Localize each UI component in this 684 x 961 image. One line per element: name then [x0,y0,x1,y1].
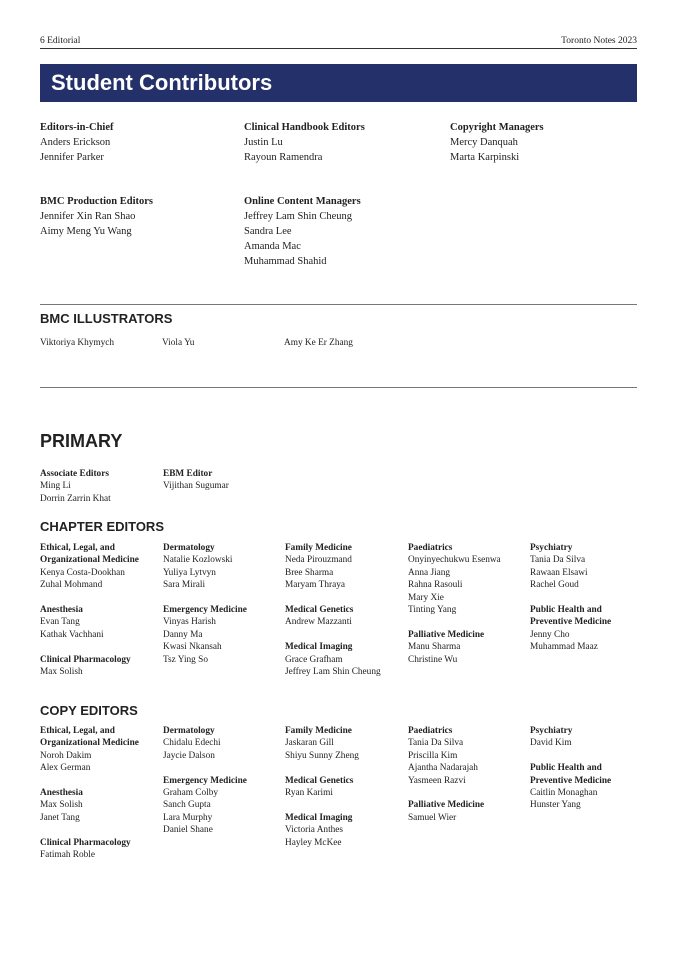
person-name: Caitlin Monaghan [530,788,598,799]
illustrator-name: Viktoriya Khymych [40,338,115,348]
specialty-group [285,542,381,592]
group-ebm-editor [163,468,229,493]
person-name: Sanch Gupta [163,800,211,811]
group-copyright-managers [450,120,544,165]
person-name: Tsz Ying So [163,654,208,665]
editor-column [285,542,381,678]
group-title: Copyright Managers [450,122,544,133]
person-name: Yasmeen Razvi [408,775,466,786]
person-name: Hayley McKee [285,837,342,848]
person-name: Alex German [40,763,91,774]
person-name: Christine Wu [408,654,458,665]
specialty-group [163,725,247,762]
person-name: Kwasi Nkansah [163,642,222,653]
person-name: Hunster Yang [530,800,581,811]
person-name: Janet Tang [40,812,80,823]
person-name: David Kim [530,738,572,749]
person-name: Natalie Kozlowski [163,555,233,566]
specialty-group [40,837,139,862]
specialty-title: Clinical Pharmacology [40,654,131,665]
specialty-group [163,604,247,666]
specialty-title: Dermatology [163,726,215,736]
specialty-group [408,725,484,787]
person-name: Manu Sharma [408,642,461,653]
copy-editors-heading: COPY EDITORS [40,703,138,718]
specialty-title: Clinical Pharmacology [40,837,131,848]
person-name: Yuliya Lytvyn [163,567,216,578]
person-name: Muhammad Shahid [244,256,327,267]
specialty-group [285,641,381,678]
specialty-group [163,775,247,837]
editor-column [530,542,611,654]
person-name: Bree Sharma [285,567,334,578]
person-name: Max Solish [40,667,83,678]
specialty-title: Dermatology [163,543,215,553]
specialty-group [285,812,359,849]
specialty-group [285,725,359,762]
specialty-title: Paediatrics [408,543,453,553]
running-header-right: Toronto Notes 2023 [561,36,637,46]
group-bmc-production-editors [40,194,153,239]
person-name: Rachel Goud [530,580,579,591]
person-name: Anders Erickson [40,137,111,148]
person-name: Lara Murphy [163,812,213,823]
specialty-group [40,654,139,679]
specialty-group [40,542,139,592]
specialty-title: Public Health and [530,763,602,774]
specialty-title: Preventive Medicine [530,775,612,786]
person-name: Jeffrey Lam Shin Cheung [244,211,352,222]
person-name: Dorrin Zarrin Khat [40,493,111,504]
group-title: BMC Production Editors [40,196,153,207]
person-name: Shiyu Sunny Zheng [285,750,359,761]
section-divider [40,304,637,305]
person-name: Victoria Anthes [285,825,344,836]
editor-column [408,725,484,824]
specialty-group [408,629,501,666]
person-name: Noroh Dakim [40,750,92,761]
person-name: Amanda Mac [244,241,301,252]
person-name: Rawaan Elsawi [530,567,588,578]
person-name: Tania Da Silva [408,738,464,749]
specialty-title: Anesthesia [40,788,83,799]
group-title: Online Content Managers [244,196,361,207]
specialty-title: Medical Genetics [285,775,354,786]
chapter-editors-heading: CHAPTER EDITORS [40,519,164,534]
specialty-title: Ethical, Legal, and [40,726,115,736]
person-name: Vinyas Harish [163,617,216,628]
person-name: Justin Lu [244,137,283,148]
person-name: Mercy Danquah [450,137,518,148]
person-name: Evan Tang [40,617,80,628]
specialty-title: Family Medicine [285,726,352,736]
person-name: Jaycie Dalson [163,750,215,761]
group-clinical-handbook-editors [244,120,365,165]
specialty-title: Palliative Medicine [408,800,485,811]
person-name: Jennifer Parker [40,152,104,163]
person-name: Jennifer Xin Ran Shao [40,211,136,222]
person-name: Anna Jiang [408,567,451,578]
page-title: Student Contributors [51,70,273,95]
header-rule [40,48,637,49]
specialty-title: Psychiatry [530,726,573,736]
specialty-title: Anesthesia [40,605,83,616]
person-name: Aimy Meng Yu Wang [40,226,132,237]
group-associate-editors [40,468,111,505]
person-name: Daniel Shane [163,825,213,836]
person-name: Rayoun Ramendra [244,152,323,163]
specialty-group [285,775,359,800]
person-name: Max Solish [40,800,83,811]
person-name: Marta Karpinski [450,152,520,163]
person-name: Samuel Wier [408,812,457,823]
illustrator-name: Amy Ke Er Zhang [284,338,353,348]
specialty-title: Ethical, Legal, and [40,543,115,553]
specialty-title: Emergency Medicine [163,605,247,616]
person-name: Mary Xie [408,592,444,603]
specialty-title: Public Health and [530,605,602,616]
person-name: Onyinyechukwu Esenwa [408,555,501,566]
specialty-title: Paediatrics [408,726,453,736]
specialty-group [40,787,139,824]
person-name: Ryan Karimi [285,788,333,799]
editor-column [530,725,611,812]
group-title: EBM Editor [163,469,213,479]
specialty-title: Organizational Medicine [40,555,139,566]
person-name: Tania Da Silva [530,555,586,566]
group-title: Clinical Handbook Editors [244,122,365,133]
group-editors-in-chief [40,120,114,165]
person-name: Jeffrey Lam Shin Cheung [285,667,381,678]
person-name: Fatimah Roble [40,850,96,861]
specialty-title: Medical Imaging [285,642,353,653]
specialty-title: Emergency Medicine [163,775,247,786]
person-name: Chidalu Edechi [163,738,221,749]
specialty-title: Family Medicine [285,543,352,553]
editor-column [40,725,139,861]
person-name: Jaskaran Gill [285,738,334,749]
specialty-title: Medical Imaging [285,812,353,823]
group-online-content-managers [244,194,361,269]
person-name: Danny Ma [163,629,203,640]
illustrator-name: Viola Yu [162,338,195,348]
person-name: Sandra Lee [244,226,292,237]
specialty-group [530,725,611,750]
person-name: Neda Pirouzmand [285,555,352,566]
person-name: Andrew Mazzanti [285,617,352,628]
person-name: Ming Li [40,481,71,492]
person-name: Ajantha Nadarajah [408,763,478,774]
specialty-group [40,604,139,641]
section-divider [40,387,637,388]
person-name: Tinting Yang [408,605,457,616]
group-title: Editors-in-Chief [40,122,114,133]
specialty-title: Medical Genetics [285,605,354,616]
editor-column [163,542,247,666]
person-name: Vijithan Sugumar [163,481,229,492]
editor-column [163,725,247,837]
specialty-group [408,542,501,616]
person-name: Grace Grafham [285,654,343,665]
group-title: Associate Editors [40,469,109,479]
specialty-group [530,604,611,654]
title-banner [40,64,637,102]
person-name: Kenya Costa-Dookhan [40,567,125,578]
specialty-group [40,725,139,775]
person-name: Jenny Cho [530,629,570,640]
person-name: Maryam Thraya [285,580,345,591]
editor-column [408,542,501,666]
person-name: Sara Mirali [163,580,206,591]
specialty-title: Organizational Medicine [40,738,139,749]
person-name: Zuhal Mohmand [40,580,103,591]
primary-heading: PRIMARY [40,431,123,451]
editor-column [285,725,359,849]
specialty-group [530,542,611,592]
specialty-group [530,762,611,812]
running-header-left: 6 Editorial [40,36,81,46]
specialty-title: Psychiatry [530,543,573,553]
specialty-group [285,604,381,629]
person-name: Rahna Rasouli [408,580,463,591]
person-name: Muhammad Maaz [530,642,598,653]
specialty-title: Preventive Medicine [530,617,612,628]
person-name: Kathak Vachhani [40,629,104,640]
specialty-title: Palliative Medicine [408,629,485,640]
person-name: Graham Colby [163,788,218,799]
illustrators-heading: BMC ILLUSTRATORS [40,311,173,326]
person-name: Priscilla Kim [408,750,458,761]
specialty-group [163,542,247,592]
specialty-group [408,799,484,824]
editor-column [40,542,139,678]
